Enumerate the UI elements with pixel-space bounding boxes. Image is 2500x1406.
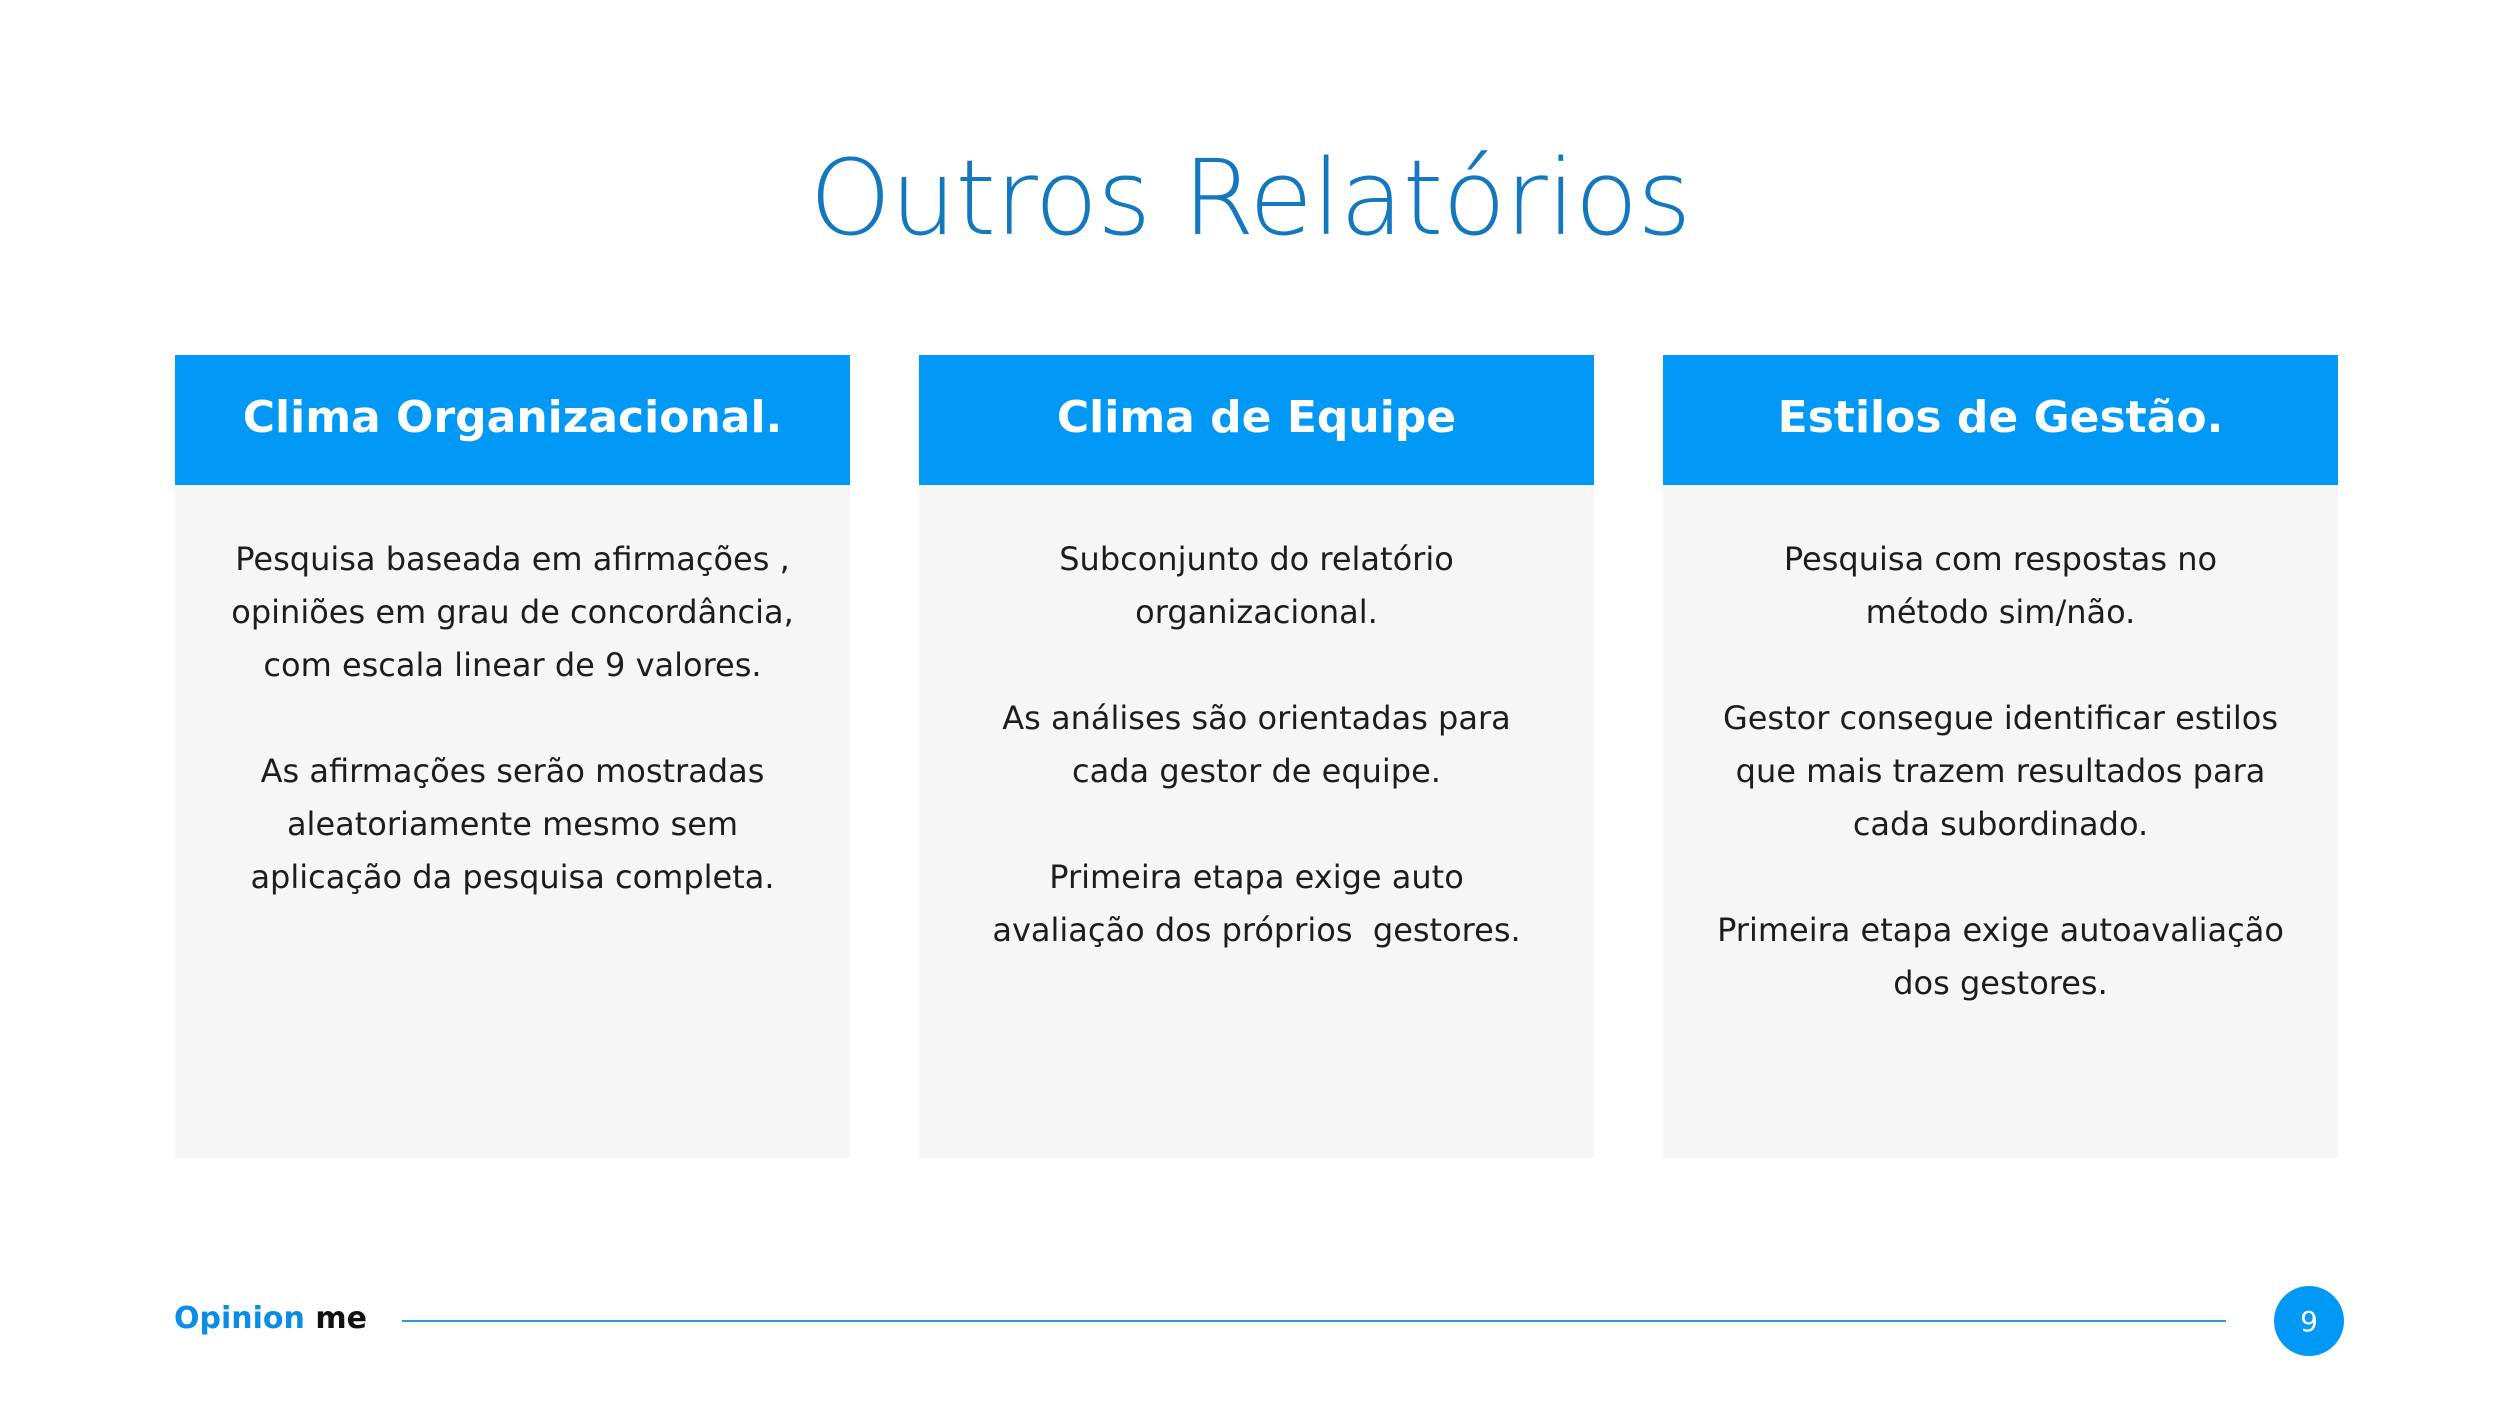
text-line: aplicação da pesquisa completa. [250,858,775,896]
card-paragraph [1693,692,2308,851]
card-header [1663,355,2338,485]
card-title: Clima de Equipe [1056,391,1457,443]
report-card-clima-equipe [919,355,1594,1158]
card-title: Estilos de Gestão. [1777,391,2224,443]
page-title: Outros Relatórios [809,137,1691,259]
card-paragraph [205,745,820,904]
text-line: As análises são orientadas para [1002,699,1511,737]
brand-name-me: me [304,1301,367,1336]
card-body [1663,485,2338,1010]
card-paragraph [205,533,820,692]
text-line: que mais trazem resultados para [1735,752,2266,790]
card-paragraph [1693,904,2308,1010]
card-paragraph [1693,533,2308,639]
text-line: cada gestor de equipe. [1072,752,1441,790]
card-header [175,355,850,485]
card-body [919,485,1594,957]
text-line: Primeira etapa exige autoavaliação [1717,911,2284,949]
text-line: Pesquisa baseada em afirmações , [235,540,790,578]
text-line: Gestor consegue identificar estilos [1722,699,2279,737]
card-paragraph [949,692,1564,798]
text-line: As afirmações serão mostradas [260,752,765,790]
text-line: cada subordinado. [1852,805,2149,843]
text-line: aleatoriamente mesmo sem [286,805,739,843]
page-number-badge: 9 [2274,1286,2344,1356]
brand-name-opinion: Opinion [174,1301,305,1336]
text-line: Pesquisa com respostas no [1783,540,2218,578]
card-header [919,355,1594,485]
footer-brand-logo [174,1299,367,1339]
card-paragraph [949,533,1564,639]
footer-divider [402,1320,2226,1322]
card-paragraph [949,851,1564,957]
text-line: Subconjunto do relatório [1059,540,1454,578]
text-line: opiniões em grau de concordância, [231,593,794,631]
text-line: organizacional. [1135,593,1378,631]
text-line: com escala linear de 9 valores. [263,646,762,684]
text-line: método sim/não. [1865,593,2136,631]
card-body [175,485,850,904]
text-line: avaliação dos próprios gestores. [992,911,1521,949]
report-card-estilos-gestao [1663,355,2338,1158]
text-line: dos gestores. [1893,964,2108,1002]
text-line: Primeira etapa exige auto [1049,858,1464,896]
card-title: Clima Organizacional. [242,391,783,443]
report-card-clima-organizacional [175,355,850,1158]
